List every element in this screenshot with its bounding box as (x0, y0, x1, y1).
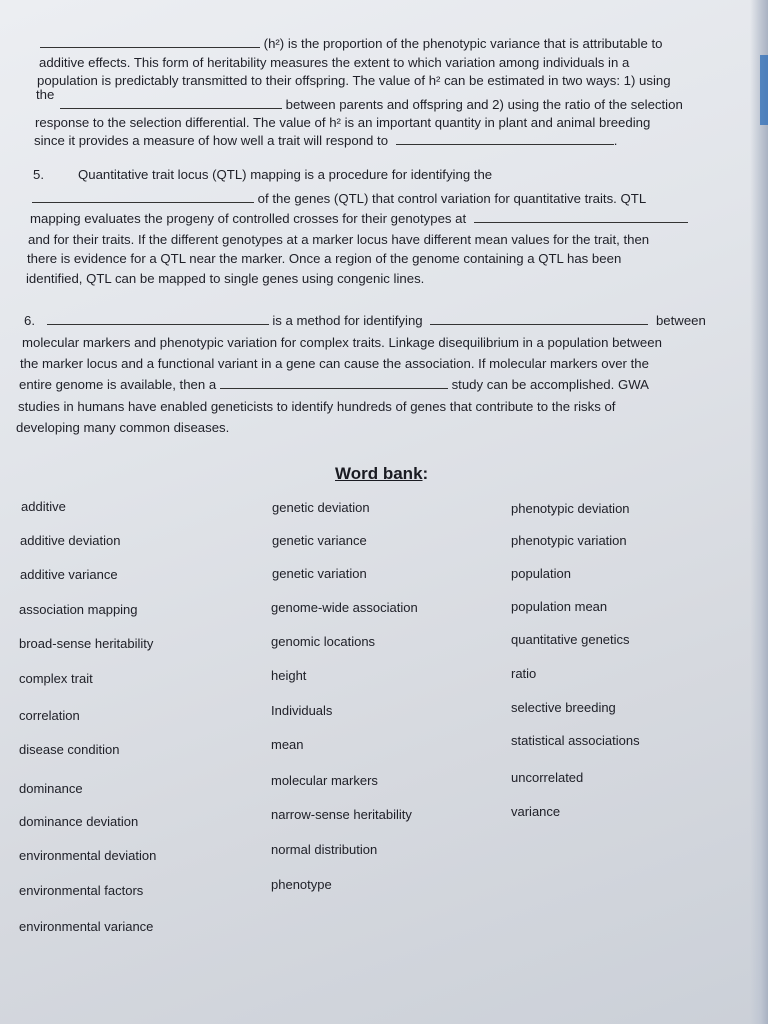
blank-narrow-sense-heritability[interactable] (40, 36, 260, 48)
word-bank-term: additive (21, 499, 66, 514)
word-bank-term: molecular markers (271, 773, 378, 788)
p4-line-1: (h²) is the proportion of the phenotypic variance that is attributable to (40, 35, 662, 53)
blank-molecular-markers[interactable] (474, 211, 688, 223)
word-bank-term: statistical associations (511, 733, 640, 748)
word-bank-term: population (511, 566, 571, 581)
p4-line-6: response to the selection differential. The value of h² is an important quantity in plant and animal breeding (35, 115, 651, 130)
word-bank-term: ratio (511, 666, 537, 681)
word-bank-term: genetic variation (272, 566, 367, 581)
word-bank-term: uncorrelated (511, 770, 584, 785)
word-bank-term: additive variance (20, 567, 118, 582)
p5-line-2: of the genes (QTL) that control variation for quantitative traits. QTL (32, 190, 646, 208)
word-bank-term: Individuals (271, 703, 333, 718)
word-bank-term: normal distribution (271, 842, 378, 857)
word-bank-term: phenotype (271, 877, 332, 892)
word-bank-term: disease condition (19, 742, 120, 757)
blank-correlation[interactable] (60, 97, 282, 109)
p6-line-4: entire genome is available, then a study can be accomplished. GWA (19, 377, 649, 392)
blank-selective-breeding[interactable] (396, 133, 614, 145)
p4-line-7: since it provides a measure of how well a trait will respond to . (34, 133, 618, 148)
word-bank-term: genetic variance (272, 533, 367, 548)
word-bank-term: population mean (511, 599, 608, 614)
p6-line-6: developing many common diseases. (16, 420, 230, 435)
word-bank-term: dominance deviation (19, 814, 139, 829)
word-bank-term: correlation (19, 708, 80, 723)
word-bank-term: environmental deviation (19, 848, 157, 863)
word-bank-term: phenotypic deviation (511, 501, 630, 516)
blank-association-mapping[interactable] (47, 313, 269, 325)
p6-line-1: 6. is a method for identifying between (24, 313, 706, 328)
blank-genome-wide-association[interactable] (220, 377, 448, 389)
word-bank-term: phenotypic variation (511, 533, 627, 548)
p4-line-4: the (36, 87, 55, 102)
word-bank-term: variance (511, 804, 561, 819)
p6-line-5: studies in humans have enabled geneticists to identify hundreds of genes that contribute to the risks of (18, 399, 616, 414)
word-bank-term: broad-sense heritability (19, 636, 154, 651)
word-bank-term: association mapping (19, 602, 138, 617)
word-bank-term: genetic deviation (272, 500, 370, 515)
word-bank-term: environmental variance (19, 919, 154, 934)
blank-genomic-locations[interactable] (32, 191, 254, 203)
word-bank-term: dominance (19, 781, 83, 796)
word-bank-term: narrow-sense heritability (271, 807, 412, 822)
word-bank-term: height (271, 668, 307, 683)
p4-line-3: population is predictably transmitted to their offspring. The value of h² can be estimated in two ways: 1) using (37, 73, 671, 88)
p5-line-3: mapping evaluates the progeny of controlled crosses for their genotypes at (30, 210, 688, 228)
blank-statistical-associations[interactable] (430, 313, 648, 325)
p4-line-2: additive effects. This form of heritability measures the extent to which variation among individuals in a (39, 55, 630, 70)
word-bank-term: additive deviation (20, 533, 121, 548)
word-bank-term: complex trait (19, 671, 93, 686)
p6-line-2: molecular markers and phenotypic variation for complex traits. Linkage disequilibrium in a population between (22, 335, 662, 350)
p5-line-1: 5. Quantitative trait locus (QTL) mapping is a procedure for identifying the (33, 167, 493, 182)
word-bank-term: genome-wide association (271, 600, 418, 615)
p5-line-5: there is evidence for a QTL near the marker. Once a region of the genome containing a QTL has been (27, 251, 622, 266)
word-bank-title: Word bank: (335, 464, 429, 483)
p5-line-4: and for their traits. If the different genotypes at a marker locus have different mean values for the trait, then (28, 232, 650, 247)
p6-line-3: the marker locus and a functional variant in a gene can cause the association. If molecular markers over the (20, 356, 649, 371)
p4-line-5: between parents and offspring and 2) using the ratio of the selection (60, 96, 683, 114)
word-bank-term: selective breeding (511, 700, 616, 715)
word-bank-term: quantitative genetics (511, 632, 630, 647)
word-bank-term: mean (271, 737, 304, 752)
p5-line-6: identified, QTL can be mapped to single genes using congenic lines. (26, 271, 425, 286)
word-bank-term: environmental factors (19, 883, 144, 898)
word-bank-term: genomic locations (271, 634, 376, 649)
